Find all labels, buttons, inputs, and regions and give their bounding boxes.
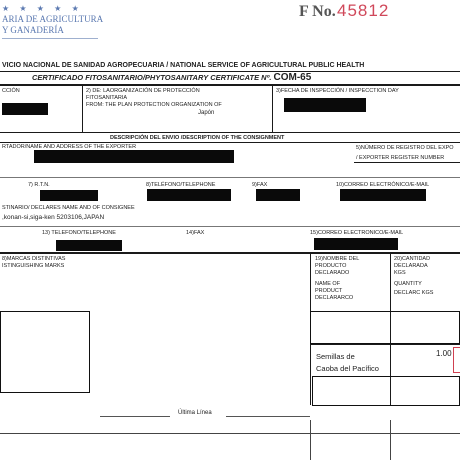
- consignee-address: ,konan-si,siga-ken 5203106,JAPAN: [2, 214, 105, 221]
- row-rule: [0, 226, 460, 227]
- row-rule: [0, 177, 460, 178]
- field2-value: Japón: [198, 110, 215, 116]
- consignee-label: STINARIO/ DECLARES NAME AND OF CONSIGNEE: [2, 205, 135, 211]
- field2-label-en: FROM: THE PLAN PROTECTION ORGANIZATION OF: [86, 102, 222, 108]
- red-stamp-edge: [453, 347, 460, 373]
- redacted-block: [34, 150, 234, 163]
- row-rule: [310, 344, 460, 345]
- phone2-label: 13) TELEFONO/TELEPHONE: [42, 230, 116, 236]
- header-stars: ★ ★ ★ ★ ★: [2, 4, 83, 13]
- qty-label-1: 20)CANTIDAD: [394, 256, 431, 262]
- redacted-block: [284, 98, 366, 112]
- field2-label-es: 2) DE: LAORGANIZACIÓN DE PROTECCIÓN: [86, 88, 200, 94]
- certificate-number: COM-65: [273, 72, 312, 83]
- service-line: VICIO NACIONAL DE SANIDAD AGROPECUARIA / NATIONAL SERVICE OF AGRICULTURAL PUBLIC HEALTH: [2, 62, 365, 69]
- title-rule: [0, 84, 460, 86]
- qty-label-4: QUANTITY: [394, 281, 422, 287]
- ministry-line-1: ARIA DE AGRICULTURA: [2, 14, 104, 24]
- divider: [82, 84, 83, 132]
- header-rule: [2, 38, 98, 39]
- ministry-line-2: Y GANADERÍA: [2, 25, 64, 35]
- redacted-block: [314, 238, 398, 250]
- row-rule: [354, 162, 460, 163]
- product-label-2: PRODUCTO: [315, 263, 347, 269]
- product-row-box: [312, 376, 460, 406]
- divider: [272, 84, 273, 132]
- product-row-empty: [310, 311, 460, 344]
- product-label-5: PRODUCT: [315, 288, 343, 294]
- product-label-4: NAME OF: [315, 281, 341, 287]
- divider: [390, 420, 391, 460]
- redacted-block: [340, 189, 426, 201]
- redacted-block: [256, 189, 300, 201]
- product-value-2: Caoba del Pacífico: [316, 364, 379, 373]
- row-rule: [0, 142, 460, 143]
- quantity-value: 1.00: [436, 349, 452, 358]
- service-rule: [0, 71, 460, 72]
- last-line-label: Última Línea: [178, 410, 212, 416]
- row-rule: [0, 433, 460, 434]
- marks-box: [0, 311, 90, 393]
- certificate-title: CERTIFICADO FITOSANITARIO/PHYTOSANITARY CERTIFICATE Nº. COM-65: [32, 72, 312, 83]
- email-label: 10)CORREO ELECTRÓNICO/E-MAIL: [336, 182, 430, 188]
- email2-label: 15)CORREO ELECTRONICO/E-MAIL: [310, 230, 404, 236]
- redacted-block: [2, 103, 48, 115]
- form-number: 45812: [337, 1, 390, 20]
- redacted-block: [40, 190, 98, 201]
- field3-label: 3)FECHA DE INSPECCIÓN / INSPECCTION DAY: [276, 88, 399, 94]
- product-value-1: Semillas de: [316, 352, 355, 361]
- registry-label-es: 5)NÚMERO DE REGISTRO DEL EXPO: [356, 145, 454, 151]
- row-rule: [0, 132, 460, 133]
- field1-label: CCIÓN: [2, 88, 20, 94]
- qty-label-3: KGS: [394, 270, 406, 276]
- marks-label-es: 8)MARCAS DISTINTIVAS: [2, 256, 66, 262]
- redacted-block: [56, 240, 122, 251]
- consignment-title: DESCRIPCIÓN DEL ENVIO /DESCRIPTION OF THE CONSIGNMENT: [110, 135, 285, 141]
- form-number-label: F No.: [299, 3, 336, 20]
- registry-label-en: / EXPORTER REGISTER NUMBER: [356, 155, 445, 161]
- rtn-label: 7) R.T.N.: [28, 182, 50, 188]
- fax-label: 9)FAX: [252, 182, 268, 188]
- product-label-6: DECLARARCO: [315, 295, 354, 301]
- qty-label-5: DECLARC KGS: [394, 290, 434, 296]
- last-line-rule: [226, 416, 310, 417]
- exporter-label: RTADOR/NAME AND ADDRESS OF THE EXPORTER: [2, 144, 137, 150]
- field2-label-es2: FITOSANITARIA: [86, 95, 128, 101]
- divider: [310, 420, 311, 460]
- last-line-rule: [100, 416, 170, 417]
- product-label-3: DECLARADO: [315, 270, 350, 276]
- product-label-1: 19)NOMBRE DEL: [315, 256, 360, 262]
- marks-label-en: ISTINGUISHING MARKS: [2, 263, 65, 269]
- phone-label: 8)TELÉFONO/TELEPHONE: [146, 182, 216, 188]
- qty-label-2: DECLARADA: [394, 263, 428, 269]
- fax2-label: 14)FAX: [186, 230, 205, 236]
- redacted-block: [147, 189, 231, 201]
